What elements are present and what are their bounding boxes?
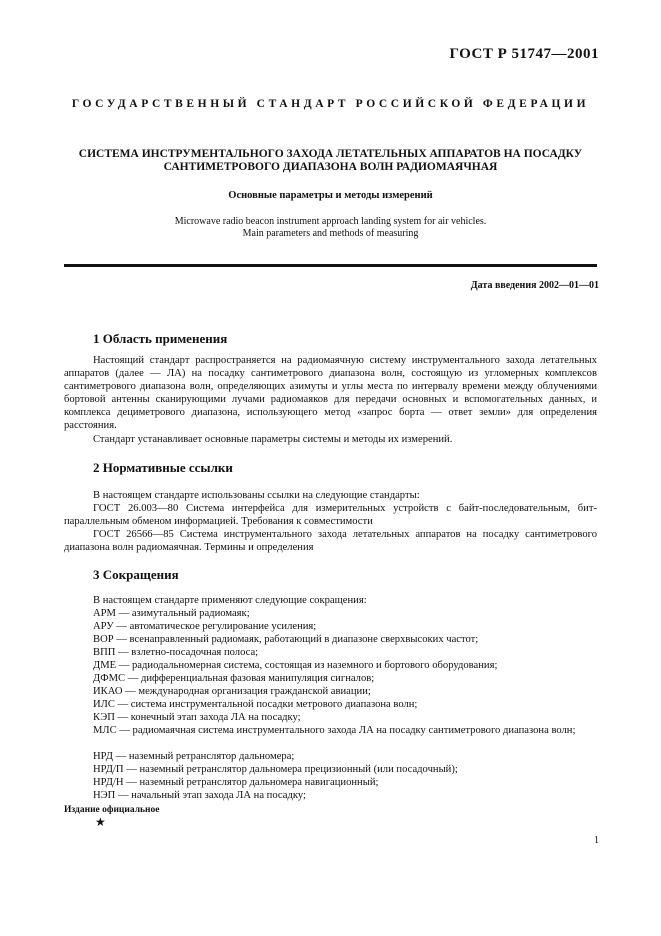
- english-title: [64, 216, 597, 240]
- header-rule: [64, 264, 597, 267]
- abbreviation-item: НЭП — начальный этап захода ЛА на посадку;: [93, 790, 306, 801]
- section-2-intro: В настоящем стандарте использованы ссылки на следующие стандарты:: [93, 490, 420, 501]
- abbreviation-item: НРД — наземный ретранслятор дальномера;: [93, 751, 295, 762]
- abbreviation-item: ВОР — всенаправленный радиомаяк, работающий в диапазоне сверхвысоких частот;: [93, 634, 479, 645]
- abbreviation-item: АРМ — азимутальный радиомаяк;: [93, 608, 250, 619]
- abbreviation-item: МЛС — радиомаячная система инструментального захода ЛА на посадку сантиметрового диапазона волн;: [93, 725, 576, 736]
- introduction-date: Дата введения 2002—01—01: [470, 280, 599, 291]
- document-code: ГОСТ Р 51747—2001: [449, 46, 599, 62]
- abbreviation-item: АРУ — автоматическое регулирование усиления;: [93, 621, 317, 632]
- reference-2: ГОСТ 26566—85 Система инструментального захода летательных аппаратов на посадку сантиметрового диапазона волн радиомаячная. Термины и определения: [64, 529, 597, 553]
- section-2-heading: 2 Нормативные ссылки: [93, 460, 233, 475]
- official-edition-label: Издание официальное: [64, 805, 160, 815]
- abbreviation-item: НРД/П — наземный ретранслятор дальномера прецизионный (или посадочный);: [93, 764, 458, 775]
- star-icon: ★: [95, 815, 106, 829]
- document-title: [64, 148, 597, 174]
- section-1-heading: 1 Область применения: [93, 331, 228, 346]
- section-1-paragraph-1: Настоящий стандарт распространяется на радиомаячную систему инструментального захода летательных аппаратов (далее — ЛА) на посадку сантиметрового диапазона волн, состоящую из угломерных комплексов сантиметрового диапазона волн, определяющих азимуты и углы места по интервалу времени между облучениями бортовой антенны сканирующими лучами радиомаяков для передачи основных и вспомогательных данных, и комплекса дециметрового диапазона, использующего метод «запрос борта — ответ земли» для определения расстояния.: [64, 355, 597, 431]
- section-3-intro: В настоящем стандарте применяют следующие сокращения:: [93, 595, 367, 606]
- abbreviation-item: ИКАО — международная организация гражданской авиации;: [93, 686, 371, 697]
- document-subtitle: Основные параметры и методы измерений: [228, 190, 433, 201]
- title-line-1: СИСТЕМА ИНСТРУМЕНТАЛЬНОГО ЗАХОДА ЛЕТАТЕЛЬНЫХ АППАРАТОВ НА ПОСАДКУ: [78, 148, 583, 160]
- abbreviation-item: ВПП — взлетно-посадочная полоса;: [93, 647, 259, 658]
- state-standard-heading: ГОСУДАРСТВЕННЫЙ СТАНДАРТ РОССИЙСКОЙ ФЕДЕРАЦИИ: [71, 98, 590, 110]
- abbreviation-item: ИЛС — система инструментальной посадки метрового диапазона волн;: [93, 699, 418, 710]
- abbreviation-item: ДМЕ — радиодальномерная система, состоящая из наземного и бортового оборудования;: [93, 660, 498, 671]
- abbreviation-item: КЭП — конечный этап захода ЛА на посадку;: [93, 712, 301, 723]
- abbreviation-item: ДФМС — дифференциальная фазовая манипуляция сигналов;: [93, 673, 375, 684]
- reference-1: ГОСТ 26.003—80 Система интерфейса для измерительных устройств с байт-последовательным, бит-параллельным обменом информацией. Требования к совместимости: [64, 503, 597, 527]
- section-1-paragraph-2: Стандарт устанавливает основные параметры системы и методы их измерений.: [93, 434, 453, 445]
- page-number: 1: [594, 835, 599, 846]
- english-title-line-2: Main parameters and methods of measuring: [242, 228, 419, 239]
- english-title-line-1: Microwave radio beacon instrument approach landing system for air vehicles.: [174, 216, 487, 227]
- abbreviation-item: НРД/Н — наземный ретранслятор дальномера навигационный;: [93, 777, 379, 788]
- section-3-heading: 3 Сокращения: [93, 567, 179, 582]
- title-line-2: САНТИМЕТРОВОГО ДИАПАЗОНА ВОЛН РАДИОМАЯЧНАЯ: [163, 161, 498, 173]
